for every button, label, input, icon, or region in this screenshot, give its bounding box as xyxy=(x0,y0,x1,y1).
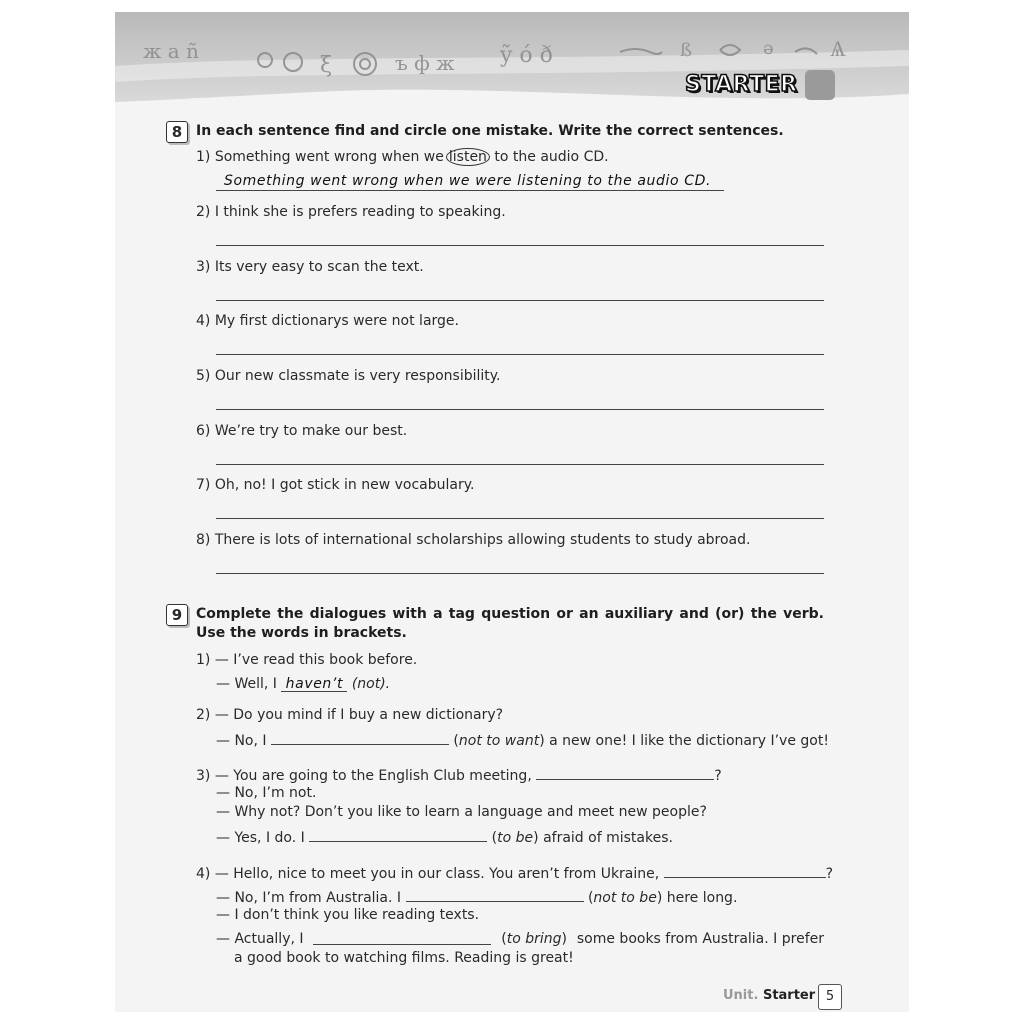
svg-text:Ѧ: Ѧ xyxy=(830,37,846,62)
footer-unit: Unit. Starter xyxy=(723,988,816,1003)
ex9-d4-blank-2[interactable] xyxy=(406,887,584,902)
ex9-d4-blank-3[interactable] xyxy=(313,930,491,945)
svg-text:ж а ñ: ж а ñ xyxy=(143,39,199,63)
ex8-item-7: 7) Oh, no! I got stick in new vocabulary. xyxy=(196,477,475,493)
ex8-item-6: 6) We’re try to make our best. xyxy=(196,423,408,439)
ex8-answer-line-4[interactable] xyxy=(216,354,824,355)
svg-text:ә: ә xyxy=(763,38,774,59)
exercise-8-number: 8 xyxy=(166,121,188,143)
exercise-9-instruction: Complete the dialogues with a tag question or an auxiliary and (or) the verb. Use the words in brackets. xyxy=(196,606,824,641)
svg-text:ß: ß xyxy=(680,40,693,61)
ex9-d1-answer[interactable]: haven’t xyxy=(281,675,347,692)
svg-text:ξ: ξ xyxy=(320,53,333,78)
ex8-item-3: 3) Its very easy to scan the text. xyxy=(196,259,424,275)
ex9-d1-line1: 1) — I’ve read this book before. xyxy=(196,652,418,668)
ex9-d3-line1: 3) — You are going to the English Club meeting, ? xyxy=(196,765,722,786)
ex8-item-2: 2) I think she is prefers reading to speaking. xyxy=(196,204,506,220)
ex9-d4-line4: — Actually, I (to bring) some books from Australia. I prefer xyxy=(216,931,824,947)
workbook-page xyxy=(115,12,909,1012)
ex9-d3-line4: — Yes, I do. I (to be) afraid of mistakes. xyxy=(216,827,673,848)
ex9-d2-blank[interactable] xyxy=(271,730,449,745)
svg-text:ỹ ó ð: ỹ ó ð xyxy=(500,43,553,68)
ex9-d4-line2: — No, I’m from Australia. I (not to be) here long. xyxy=(216,887,737,908)
banner-graphic xyxy=(115,12,909,112)
exercise-9-number: 9 xyxy=(166,604,188,626)
circled-mistake: listen xyxy=(446,148,490,166)
section-marker-icon xyxy=(805,70,835,100)
ex9-d1-line2: — Well, I haven’t (not). xyxy=(216,676,391,692)
ex9-d2-line1: 2) — Do you mind if I buy a new dictionary? xyxy=(196,707,504,723)
ex9-d4-line1: 4) — Hello, nice to meet you in our class. You aren’t from Ukraine, ? xyxy=(196,863,833,884)
ex8-answer-line-7[interactable] xyxy=(216,518,824,519)
ex9-d4-line5: a good book to watching films. Reading is great! xyxy=(234,950,574,966)
ex9-d2-line2: — No, I (not to want) a new one! I like the dictionary I’ve got! xyxy=(216,730,829,751)
page-number: 5 xyxy=(818,984,842,1010)
ex8-sample-answer: Something went wrong when we were listening to the audio CD. xyxy=(216,173,724,191)
section-title: STARTER xyxy=(685,72,798,97)
ex9-d3-line3: — Why not? Don’t you like to learn a language and meet new people? xyxy=(216,804,707,820)
ex8-item-8: 8) There is lots of international scholarships allowing students to study abroad. xyxy=(196,532,751,548)
header-banner xyxy=(115,12,909,112)
ex8-answer-line-8[interactable] xyxy=(216,573,824,574)
ex8-answer-line-3[interactable] xyxy=(216,300,824,301)
ex9-d3-blank-2[interactable] xyxy=(309,827,487,842)
ex9-d4-line3: — I don’t think you like reading texts. xyxy=(216,907,480,923)
ex9-d3-blank-1[interactable] xyxy=(536,765,714,780)
exercise-8-instruction: In each sentence find and circle one mistake. Write the correct sentences. xyxy=(196,123,784,139)
ex8-item-1: 1) Something went wrong when we listen to the audio CD. xyxy=(196,149,609,165)
ex8-answer-line-2[interactable] xyxy=(216,245,824,246)
svg-text:ъ ф ж: ъ ф ж xyxy=(395,51,455,75)
ex8-item-5: 5) Our new classmate is very responsibility. xyxy=(196,368,501,384)
ex9-d3-line2: — No, I’m not. xyxy=(216,785,317,801)
ex8-answer-line-6[interactable] xyxy=(216,464,824,465)
ex8-answer-line-5[interactable] xyxy=(216,409,824,410)
ex8-item-4: 4) My first dictionarys were not large. xyxy=(196,313,459,329)
ex9-d4-blank-1[interactable] xyxy=(664,863,826,878)
